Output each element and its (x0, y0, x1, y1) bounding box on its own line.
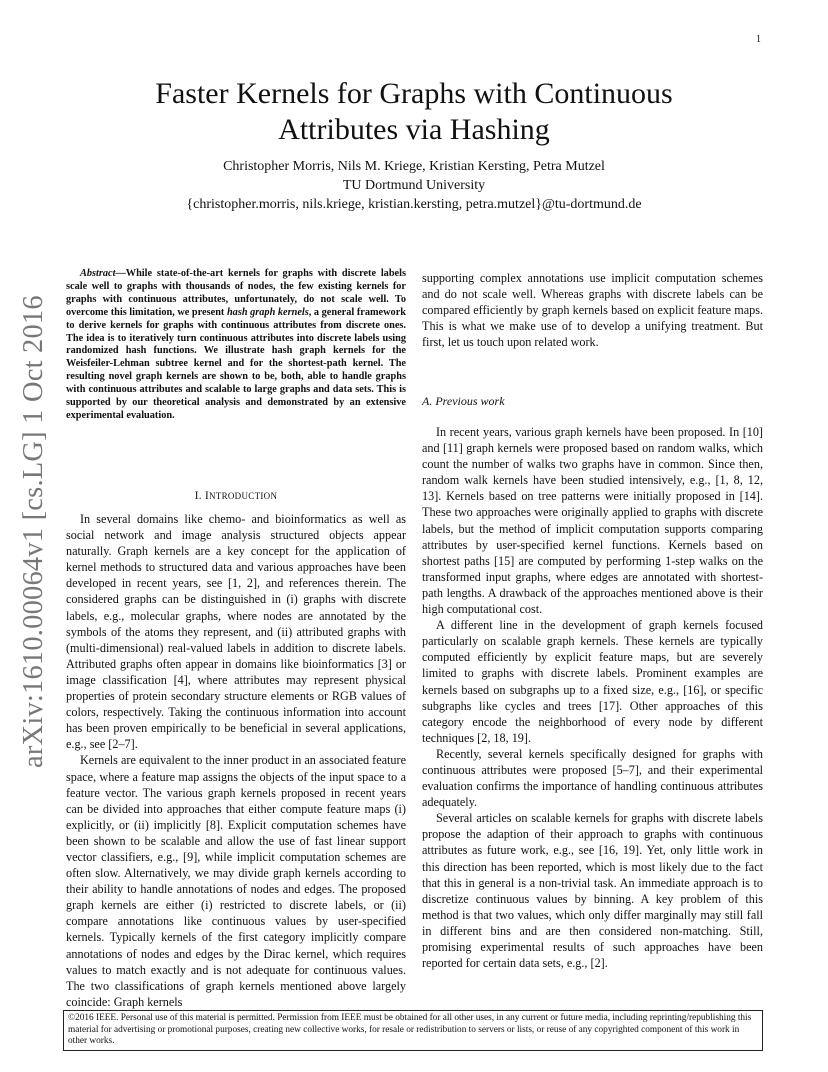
title-line-2: Attributes via Hashing (278, 113, 550, 146)
intro-continuation: supporting complex annotations use implicit computation schemes and do not scale well. Whereas graphs with discrete labels can be compared efficiently by graph kernels based on explicit feature maps. This is what we make use of to develop a unifying treatment. But first, let us touch upon related work. (422, 271, 763, 350)
intro-paragraph-1: In several domains like chemo- and bioinformatics as well as social network and image analysis structured objects appear naturally. Graph kernels are a key concept for the application of kernel methods to structured data and various approaches have been developed in recent years, see [1, 2], and references therein. The considered graphs can be distinguished in (i) graphs with discrete labels, e.g., molecular graphs, where nodes are annotated by the symbols of the atoms they represent, and (ii) attributed graphs with (multi-dimensional) real-valued labels in addition to discrete labels. Attributed graphs often appear in domains like bioinformatics [3] or image classification [4], where attributes may represent physical properties of protein secondary structure elements or RGB values of colors, respectively. Taking the continuous information into account has been proven empirically to be beneficial in several applications, e.g., see [2–7]. (66, 512, 406, 752)
previous-work-paragraph-1: In recent years, various graph kernels have been proposed. In [10] and [11] graph kernels were proposed based on random walks, which count the number of walks two graphs have in common. Since then, random walk kernels have been studied intensively, e.g., [1, 8, 12, 13]. Kernels based on tree patterns were initially proposed in [14]. These two approaches were originally applied to graphs with discrete labels, but the method of implicit computation supports comparing attributes by user-specified kernel functions. Kernels based on shortest paths [15] are computed by performing 1-step walks on the transformed input graphs, where edges are annotated with shortest-path lengths. A drawback of the approaches mentioned above is their high computational cost. (422, 425, 763, 617)
abstract-text-2: , a general framework to derive kernels for graphs with continuous attributes from discrete ones. The idea is to iteratively turn continuous attributes into discrete labels using randomized hash functions. We illustrate hash graph kernels for the Weisfeiler-Lehman subtree kernel and for the shortest-path kernel. The resulting novel graph kernels are shown to be, both, able to handle graphs with continuous attributes and scalable to large graphs and data sets. This is supported by our theoretical analysis and demonstrated by an extensive experimental evaluation. (66, 306, 407, 421)
intro-paragraph-2: Kernels are equivalent to the inner product in an associated feature space, where a feature map assigns the objects of the input space to a feature vector. The various graph kernels proposed in recent years can be divided into approaches that either compute feature maps (i) explicitly, or (ii) implicitly [8]. Explicit computation schemes have been shown to be scalable and allow the use of fast linear support vector classifiers, e.g., [9], while implicit computation schemes are often slow. Alternatively, we may divide graph kernels according to their ability to handle annotations of nodes and edges. The proposed graph kernels are either (i) restricted to discrete labels, or (ii) compare annotations like continuous values by user-specified kernels. Typically kernels of the first category implicitly compare annotations of nodes and edges by the Dirac kernel, which requires values to match exactly and is not adequate for continuous values. The two classifications of graph kernels mentioned above largely coincide: Graph kernels (66, 753, 406, 1009)
title-line-1: Faster Kernels for Graphs with Continuous (155, 77, 673, 110)
abstract-emphasis: hash graph kernels (226, 306, 309, 318)
previous-work-body (422, 424, 763, 971)
arxiv-identifier: arXiv:1610.00064v1 [cs.LG] 1 Oct 2016 (18, 295, 49, 768)
previous-work-paragraph-2: A different line in the development of graph kernels focused particularly on scalable graph kernels. These kernels are typically computed efficiently by explicit feature maps, but are severely limited to graphs with discrete labels. Prominent examples are kernels based on subgraphs up to a fixed size, e.g., [16], or specific subgraphs like cycles and trees [17]. Other approaches of this category encode the neighborhood of every node by different techniques [2, 18, 19]. (422, 618, 763, 745)
subsection-heading-previous-work: A. Previous work (422, 394, 505, 408)
author-emails: {christopher.morris, nils.kriege, kristian.kersting, petra.mutzel}@tu-dortmund.de (186, 197, 642, 212)
abstract-label: Abstract (80, 268, 116, 279)
section-title-initial: I (204, 490, 209, 502)
section-numeral: I. (194, 490, 205, 502)
abstract-paragraph (66, 268, 406, 423)
page-number: 1 (756, 34, 761, 45)
introduction-body (66, 511, 406, 1010)
abstract-text-1: —While state-of-the-art kernels for graphs with discrete labels scale well to graphs with thousands of nodes, the few existing kernels for graphs with continuous attributes, unfortunately, do not scale well. To overcome this limitation, we present (66, 268, 406, 318)
previous-work-paragraph-4: Several articles on scalable kernels for graphs with discrete labels propose the adaption of their approach to graphs with continuous attributes as future work, e.g., see [16, 19]. Yet, only little work in this direction has been reported, which is most likely due to the fact that this in general is a non-trivial task. An immediate approach is to discretize continuous values by binning. A key problem of this method is that two values, which only differ marginally may still fall in different bins and are then considered non-matching. Still, promising experimental results of such approaches have been reported for certain data sets, e.g., [2]. (422, 811, 763, 971)
author-list: Christopher Morris, Nils M. Kriege, Kristian Kersting, Petra Mutzel (223, 159, 605, 174)
section-title-rest: NTRODUCTION (208, 491, 278, 501)
copyright-notice: ©2016 IEEE. Personal use of this material is permitted. Permission from IEEE must be obtained for all other uses, in any current or future media, including reprinting/republishing this material for advertising or promotional purposes, creating new collective works, for resale or redistribution to servers or lists, or reuse of any copyrighted component of this work in other works. (63, 1010, 763, 1051)
affiliation: TU Dortmund University (342, 178, 486, 193)
section-heading-introduction (66, 490, 406, 502)
right-column-top (422, 270, 763, 350)
paper-title (90, 76, 738, 148)
previous-work-paragraph-3: Recently, several kernels specifically designed for graphs with continuous attributes were proposed [5–7], and their experimental evaluation confirms the importance of handling continuous attributes adequately. (422, 746, 763, 810)
abstract (66, 268, 406, 423)
